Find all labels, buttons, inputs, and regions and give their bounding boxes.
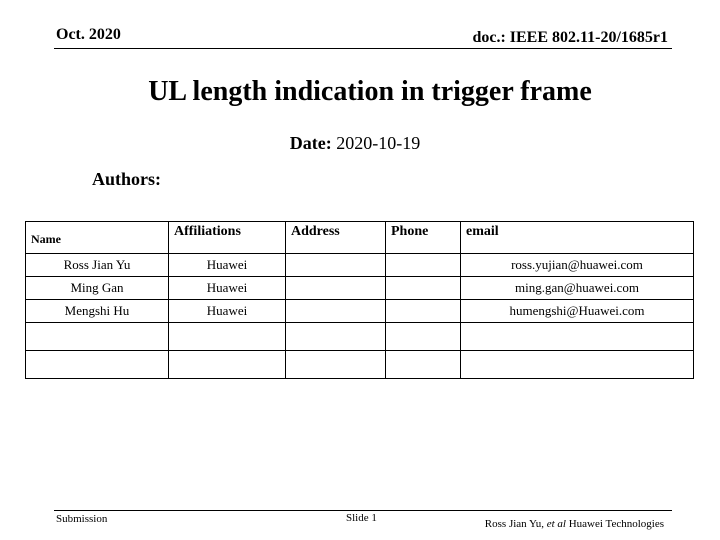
footer-author-name: Ross Jian Yu, (484, 518, 544, 530)
author-address-cell (286, 277, 386, 300)
author-phone-cell (386, 351, 461, 379)
date-label: Date: (289, 133, 332, 153)
author-email-cell: ross.yujian@huawei.com (461, 254, 694, 277)
table-row (26, 351, 694, 379)
column-header-address: Address (286, 222, 386, 254)
author-email-cell: ming.gan@huawei.com (461, 277, 694, 300)
author-address-cell (286, 323, 386, 351)
date-value: 2020-10-19 (336, 133, 421, 153)
header-date: Oct. 2020 (56, 26, 121, 43)
table-row (26, 323, 694, 351)
author-name-cell (26, 351, 169, 379)
slide-title: UL length indication in trigger frame (148, 76, 592, 107)
footer-et-al: et al (546, 518, 566, 530)
author-phone-cell (386, 323, 461, 351)
author-name-cell: Ming Gan (26, 277, 169, 300)
author-phone-cell (386, 254, 461, 277)
author-email-cell: humengshi@Huawei.com (461, 300, 694, 323)
date-line (0, 133, 710, 154)
footer-company: Huawei Technologies (568, 518, 664, 530)
column-header-affiliations: Affiliations (169, 222, 286, 254)
authors-label: Authors: (92, 169, 162, 189)
author-phone-cell (386, 277, 461, 300)
author-address-cell (286, 351, 386, 379)
footer-author (485, 518, 664, 530)
author-name-cell (26, 323, 169, 351)
table-row (26, 277, 694, 300)
author-affiliation-cell (169, 351, 286, 379)
header-divider (54, 48, 672, 49)
author-affiliation-cell (169, 323, 286, 351)
footer-divider (54, 510, 672, 511)
author-address-cell (286, 254, 386, 277)
footer-submission: Submission (56, 513, 108, 525)
author-affiliation-cell: Huawei (169, 277, 286, 300)
author-name-cell: Ross Jian Yu (26, 254, 169, 277)
authors-table (25, 221, 694, 379)
table-row (26, 300, 694, 323)
table-row (26, 254, 694, 277)
footer-slide-number: Slide 1 (346, 512, 377, 524)
table-header-row (26, 222, 694, 254)
author-affiliation-cell: Huawei (169, 300, 286, 323)
author-name-cell: Mengshi Hu (26, 300, 169, 323)
column-header-phone: Phone (386, 222, 461, 254)
column-header-name: Name (26, 222, 169, 254)
author-address-cell (286, 300, 386, 323)
author-email-cell (461, 351, 694, 379)
author-phone-cell (386, 300, 461, 323)
author-email-cell (461, 323, 694, 351)
column-header-email: email (461, 222, 694, 254)
header-doc-id: doc.: IEEE 802.11-20/1685r1 (472, 29, 668, 46)
author-affiliation-cell: Huawei (169, 254, 286, 277)
